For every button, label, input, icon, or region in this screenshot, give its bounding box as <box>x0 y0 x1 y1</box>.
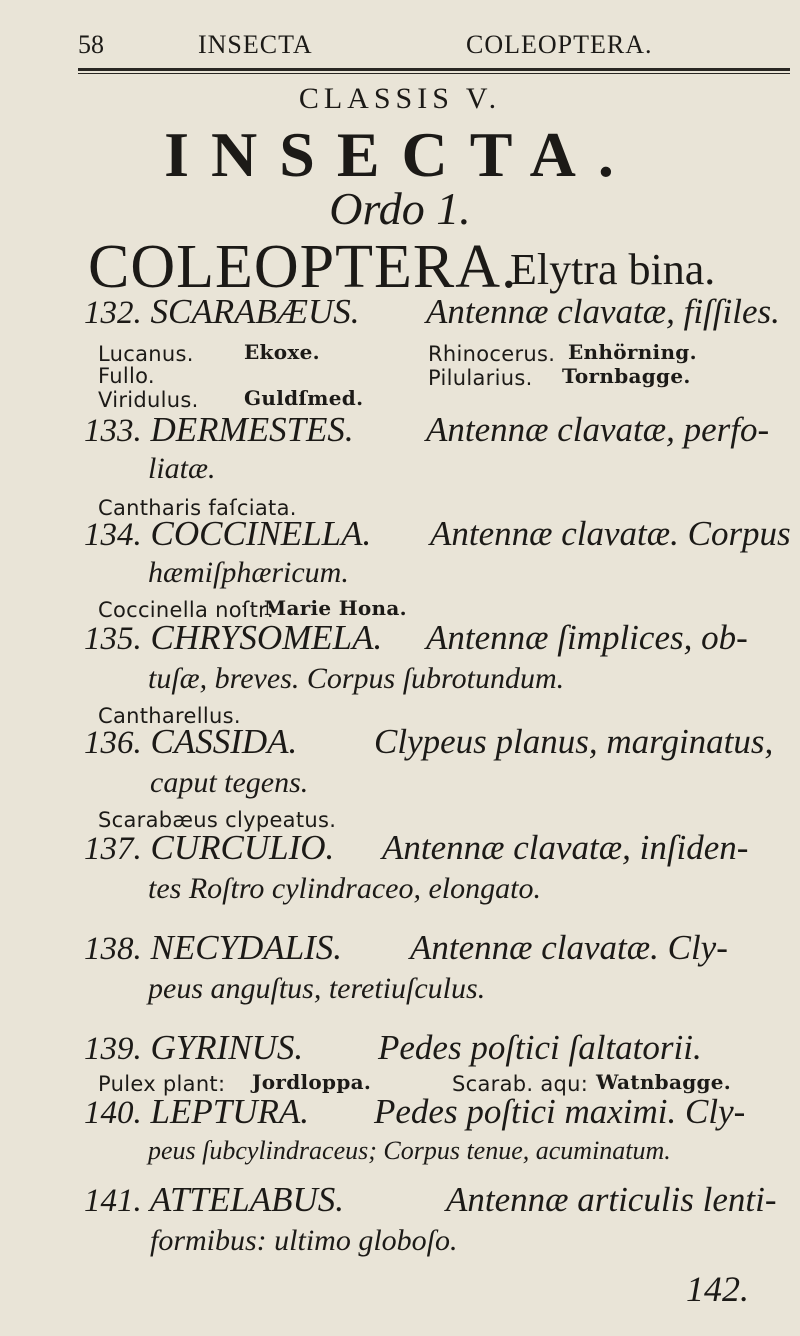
genus-entry <box>84 1180 344 1220</box>
header-rule-thick <box>78 68 790 71</box>
entry-number: 133. <box>84 413 142 449</box>
species-name: Lucanus. <box>98 342 194 366</box>
species-name: Pilularius. <box>428 366 533 390</box>
species-name: Rhinocerus. <box>428 342 556 366</box>
entry-number: 135. <box>84 621 142 657</box>
entry-number: 134. <box>84 517 142 553</box>
description-continuation: liatæ. <box>148 452 216 485</box>
order-name: COLEOPTERA. <box>88 233 518 301</box>
classis-heading: CLASSIS V. <box>298 82 502 115</box>
species-name: Viridulus. <box>98 388 199 412</box>
genus-name: DERMESTES. <box>150 410 354 449</box>
species-name: Cantharis faſciata. <box>98 496 297 520</box>
vernacular-name: Tornbagge. <box>562 364 691 388</box>
header-rule-thin <box>78 73 790 74</box>
genus-entry <box>84 410 354 450</box>
genus-description: Antennæ clavatæ. Corpus <box>430 514 791 553</box>
entry-number: 141. <box>84 1183 142 1219</box>
genus-name: GYRINUS. <box>150 1028 304 1067</box>
description-continuation: hæmiſphæricum. <box>148 556 349 589</box>
genus-description: Antennæ clavatæ, inſiden- <box>382 828 749 867</box>
insecta-heading: INSECTA. <box>164 119 636 190</box>
genus-description: Antennæ articulis lenti- <box>446 1180 777 1219</box>
genus-name: LEPTURA. <box>150 1092 309 1131</box>
running-title-right: COLEOPTERA. <box>466 30 653 59</box>
description-continuation: tuſæ, breves. Corpus ſubrotundum. <box>148 662 565 695</box>
vernacular-name: Jordloppa. <box>252 1070 372 1094</box>
ordo-heading: Ordo 1. <box>329 183 471 234</box>
genus-name: ATTELABUS. <box>149 1180 345 1219</box>
genus-description: Antennæ clavatæ. Cly- <box>410 928 728 967</box>
order-subtitle: Elytra bina. <box>510 245 716 294</box>
genus-description: Antennæ clavatæ, perfo- <box>426 410 770 449</box>
running-title-left: INSECTA <box>198 30 313 59</box>
genus-entry <box>84 1028 303 1068</box>
genus-description: Pedes poſtici ſaltatorii. <box>378 1028 702 1067</box>
species-name: Scarabæus clypeatus. <box>98 808 337 832</box>
catchword: 142. <box>686 1269 749 1309</box>
species-name: Fullo. <box>98 364 155 388</box>
genus-entry <box>84 292 360 332</box>
vernacular-name: Guldſmed. <box>244 386 364 410</box>
vernacular-name: Marie Hona. <box>264 596 407 620</box>
genus-entry <box>84 928 342 968</box>
species-name: Pulex plant: <box>98 1072 226 1096</box>
description-continuation: caput tegens. <box>150 766 309 799</box>
genus-description: Clypeus planus, marginatus, <box>374 722 774 761</box>
vernacular-name: Ekoxe. <box>244 340 320 364</box>
entry-number: 138. <box>84 931 142 967</box>
running-header <box>78 30 798 64</box>
vernacular-name: Enhörning. <box>568 340 697 364</box>
genus-name: COCCINELLA. <box>150 514 372 553</box>
genus-name: CURCULIO. <box>150 828 335 867</box>
genus-name: SCARABÆUS. <box>150 292 360 331</box>
genus-name: CHRYSOMELA. <box>150 618 383 657</box>
species-name: Cantharellus. <box>98 704 241 728</box>
entry-number: 137. <box>84 831 142 867</box>
entry-number: 136. <box>84 725 142 761</box>
entry-number: 132. <box>84 295 142 331</box>
genus-description: Antennæ ſimplices, ob- <box>426 618 748 657</box>
entry-number: 140. <box>84 1095 142 1131</box>
species-name: Scarab. aqu: <box>452 1072 589 1096</box>
genus-description: Antennæ clavatæ, fiſſiles. <box>426 292 780 331</box>
genus-description: Pedes poſtici maximi. Cly- <box>374 1092 746 1131</box>
description-continuation: peus ſubcylindraceus; Corpus tenue, acuminatum. <box>148 1136 671 1165</box>
description-continuation: tes Roſtro cylindraceo, elongato. <box>148 872 541 905</box>
genus-name: NECYDALIS. <box>150 928 343 967</box>
description-continuation: peus anguſtus, teretiuſculus. <box>148 972 486 1005</box>
genus-entry <box>84 828 334 868</box>
page-number: 58 <box>78 30 104 59</box>
genus-entry <box>84 618 382 658</box>
description-continuation: formibus: ultimo globoſo. <box>150 1224 458 1257</box>
entry-number: 139. <box>84 1031 142 1067</box>
genus-entry <box>84 514 371 554</box>
vernacular-name: Watnbagge. <box>596 1070 732 1094</box>
species-name: Coccinella noſtr: <box>98 598 275 622</box>
genus-entry <box>84 1092 309 1132</box>
genus-entry <box>84 722 297 762</box>
genus-name: CASSIDA. <box>150 722 298 761</box>
